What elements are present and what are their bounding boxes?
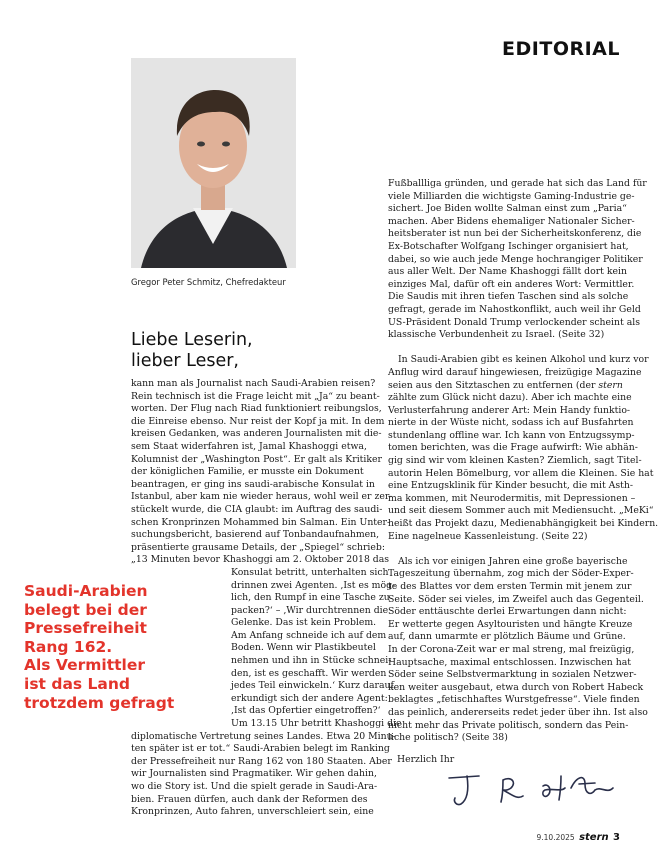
text-span: seien aus den Sitztaschen zu entfernen (der [388,379,599,391]
text-line: präsentierte grausame Details, der „Spiegel“ schrieb: [131,541,385,553]
text-line: den, ist es geschafft. Wir werden [231,667,387,679]
closing-text: Herzlich Ihr [397,754,455,765]
handwritten-signature [445,766,625,810]
pull-quote [24,582,174,712]
text-line: Als ich vor einigen Jahren eine große bayerische [398,555,628,567]
text-line: beantragen, er ging ins saudi-arabische Konsulat in [131,478,375,490]
magazine-name: stern [598,379,623,391]
text-line: ma kommen, mit Neurodermitis, mit Depressionen – [388,492,636,504]
text-line: kann man als Journalist nach Saudi-Arabien reisen? [131,378,376,389]
text-line: eine Entzugsklinik für Kinder besucht, die mit Asth- [388,480,634,492]
text-line: gefragt, gerade im Nahostkonflikt, auch weil ihr Geld [388,303,641,315]
text-line: sichert. Joe Biden wollte Salman einst zum „Paria“ [388,203,627,215]
text-line: einziges Mal, dafür oft ein anderes Wort: Vermittler. [388,278,635,290]
portrait-image [131,58,296,268]
text-line: ten später ist er tot.“ Saudi-Arabien belegt im Ranking [131,743,390,755]
text-line: nicht mehr das Private politisch, sondern das Pein- [388,719,629,731]
text-line: sem Staat widerfahren ist, Jamal Khashoggi etwa, [131,440,367,452]
pull-quote-line: Pressefreiheit [24,619,147,638]
salutation-line: lieber Leser, [131,351,239,371]
text-line: Er wetterte gegen Asyltouristen und hängte Kreuze [388,618,633,630]
text-line: kreisen Gedanken, was anderen Journalisten mit die- [131,428,382,440]
text-line: te des Blattes vor dem ersten Termin mit jenem zur [388,581,632,592]
text-line: Tageszeitung übernahm, zog mich der Söder-Exper- [388,568,634,580]
text-line: der Pressefreiheit nur Rang 162 von 180 Staaten. Aber [131,755,392,767]
text-line: In Saudi-Arabien gibt es keinen Alkohol und kurz vor [398,354,649,366]
text-line: und seit diesem Sommer auch mit Mediensucht. „MeKi“ [388,505,654,517]
text-line: „13 Minuten bevor Khashoggi am 2. Oktober 2018 das [131,554,390,566]
page-number: 3 [613,832,620,843]
text-line: Anflug wird darauf hingewiesen, freizügige Magazine [388,366,642,378]
text-line: auf, dann umarmte er plötzlich Bäume und Grüne. [388,631,626,643]
text-line: suchungsbericht, basierend auf Tonbandaufnahmen, [131,529,380,541]
text-line: wir Journalisten sind Pragmatiker. Wir gehen dahin, [131,768,377,780]
text-line: gig sind wir vom kleinen Kasten? Ziemlich, sagt Titel- [388,455,642,467]
text-line: Eine nagelneue Kassenleistung. (Seite 22) [388,530,588,542]
text-line: Boden. Wenn wir Plastikbeutel [231,642,376,654]
text-line: Kronprinzen, Auto fahren, unverschleiert sein, eine [131,806,374,818]
text-line [388,380,626,393]
salutation-line: Liebe Leserin, [131,330,253,350]
text-line: dabei, so wie auch jede Menge hochrangiger Politiker [388,253,643,265]
page-footer [537,832,621,843]
text-line: stückelt wurde, die CIA glaubt: im Auftrag des saudi- [131,503,383,515]
text-line: autorin Helen Bömelburg, vor allem die Kleinen. Sie hat [388,467,654,479]
photo-caption: Gregor Peter Schmitz, Chefredakteur [131,277,286,287]
text-line: der königlichen Familie, er musste ein Dokument [131,466,364,478]
text-line: zählte zum Glück nicht dazu). Aber ich machte eine [388,392,632,404]
text-line: lich, den Rumpf in eine Tasche zu [231,592,390,604]
text-line: tomen berichten, was die Frage aufwirft: Wie abhän- [388,442,638,454]
author-portrait [131,58,296,268]
text-line: ken weiter ausgebaut, etwa durch von Robert Habeck [388,681,644,693]
text-line: erkundigt sich der andere Agent: [231,692,388,704]
text-line: heitsberater ist nun bei der Sicherheitskonferenz, die [388,228,642,240]
text-line: Istanbul, aber kam nie wieder heraus, wohl weil er zer- [131,491,393,503]
text-line: In der Corona-Zeit war er mal streng, mal freizügig, [388,643,635,655]
text-line: schen Kronprinzen Mohammed bin Salman. Ein Unter- [131,516,391,528]
text-line: Seite. Söder sei vieles, im Zweifel auch das Gegenteil. [388,593,644,605]
text-line: Konsulat betritt, unterhalten sich [231,566,389,578]
pull-quote-line: trotzdem gefragt [24,693,175,712]
text-line: worten. Der Flug nach Riad funktioniert reibungslos, [131,403,382,415]
pull-quote-line: belegt bei der [24,600,147,619]
pull-quote-line: Saudi-Arabien [24,582,148,600]
text-line: machen. Aber Bidens ehemaliger Nationaler Sicher- [388,215,635,227]
text-line: jedes Teil einwickeln.‘ Kurz darauf [231,680,394,692]
text-line: nierte in der Wüste nicht, sodass ich auf Busfahrten [388,417,634,429]
issue-date: 9.10.2025 [536,833,575,842]
text-line: nehmen und ihn in Stücke schnei- [231,655,392,667]
text-line: stundenlang offline war. Ich kann von Entzugssymp- [388,429,635,441]
text-line: aus aller Welt. Der Name Khashoggi fällt dort kein [388,266,627,278]
text-line: Gelenke. Das ist kein Problem. [231,617,377,629]
text-line: Söder seine Selbstvermarktung in sozialen Netzwer- [388,669,637,681]
text-line: packen?‘ – ‚Wir durchtrennen die [231,604,389,616]
salutation [131,330,253,372]
pull-quote-line: Rang 162. [24,637,113,656]
text-line: Hauptsache, maximal entschlossen. Inzwischen hat [388,656,631,668]
text-line: ‚Ist das Opfertier eingetroffen?‘ [231,705,381,717]
text-line: wo die Story ist. Und die spielt gerade in Saudi-Ara- [131,781,378,792]
text-line: Die Saudis mit ihren tiefen Taschen sind als solche [388,291,629,303]
article-column-right [388,178,659,745]
text-line: bien. Frauen dürfen, auch dank der Reformen des [131,793,368,805]
text-line: klassische Verbundenheit zu Israel. (Seite 32) [388,329,605,341]
text-line: Rein technisch ist die Frage leicht mit „Ja“ zu beant- [131,390,380,402]
text-line: liche politisch? (Seite 38) [388,732,508,744]
brand-logo: stern [579,832,609,843]
text-line: Kolumnist der „Washington Post“. Er galt als Kritiker [131,453,382,465]
text-line: Fußballliga gründen, und gerade hat sich das Land für [388,178,647,189]
text-line: Am Anfang schneide ich auf dem [231,629,387,641]
section-title: EDITORIAL [502,38,620,60]
text-line: viele Milliarden die wichtigste Gaming-Industrie ge- [388,190,635,202]
text-line: beklagtes „fetischhaftes Wurstgefresse“. Viele finden [388,694,640,706]
pull-quote-line: Als Vermittler [24,656,145,675]
pull-quote-line: ist das Land [24,674,130,693]
text-line: das peinlich, andererseits redet jeder über ihn. Ist also [388,706,648,718]
text-line: Um 13.15 Uhr betritt Khashoggi die [231,718,402,730]
text-line: US-Präsident Donald Trump verlockender scheint als [388,316,640,328]
text-line: Söder enttäuschte derlei Erwartungen dann nicht: [388,606,627,618]
text-line: Ex-Botschafter Wolfgang Ischinger organisiert hat, [388,240,629,252]
text-line: heißt das Projekt dazu, Medienabhängigkeit bei Kindern. [388,518,659,530]
text-line: Verlusterfahrung anderer Art: Mein Handy funktio- [388,404,631,416]
text-line: drinnen zwei Agenten. ‚Ist es mög- [231,579,396,591]
text-line: die Einreise ebenso. Nur reist der Kopf ja mit. In dem [131,415,385,427]
text-line: diplomatische Vertretung seines Landes. Etwa 20 Minu- [131,730,396,742]
